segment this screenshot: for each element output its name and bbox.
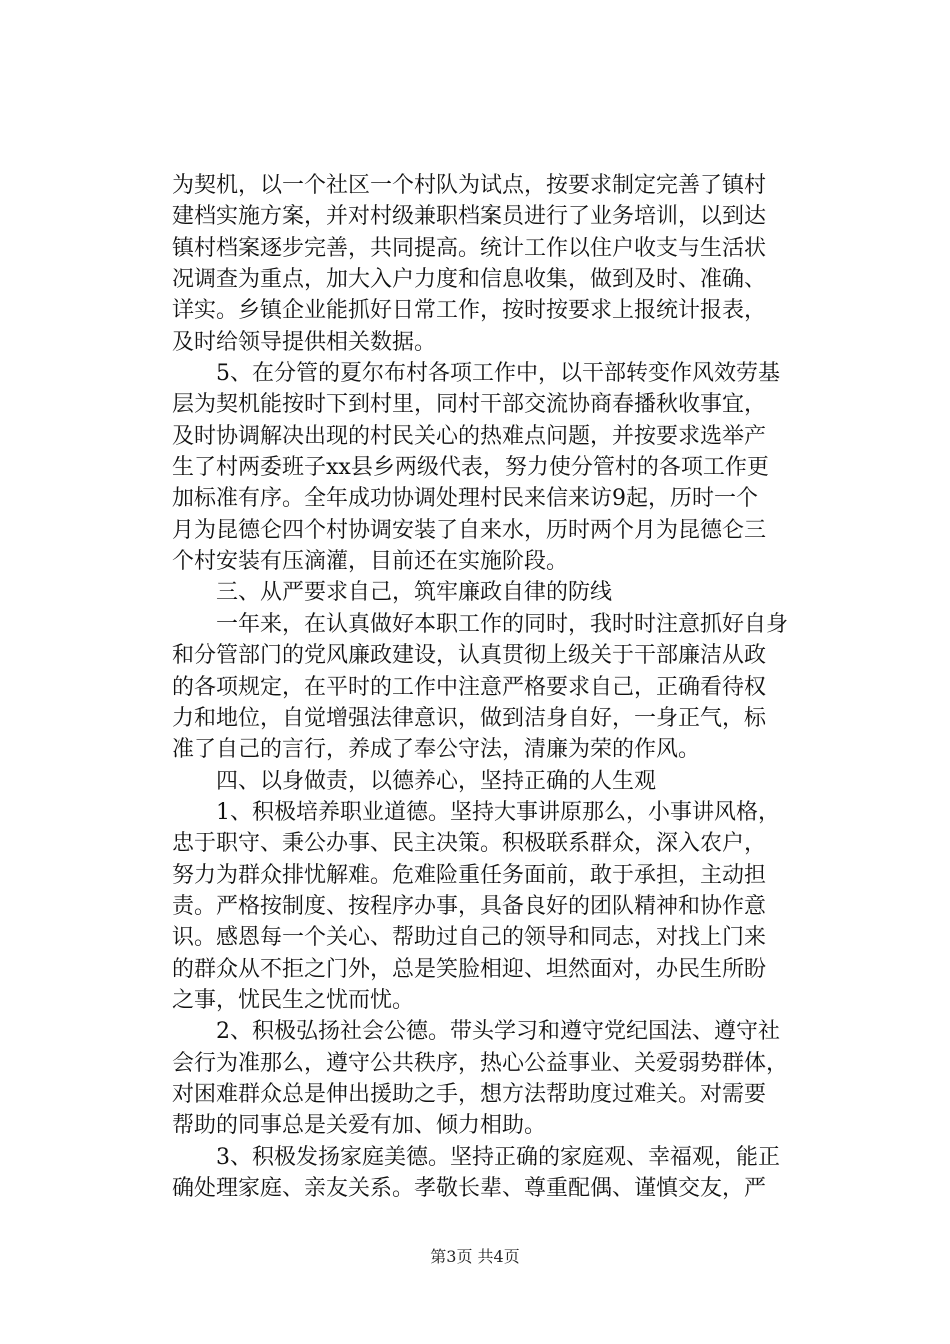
body-line: 镇村档案逐步完善，共同提高。统计工作以住户收支与生活状 — [172, 236, 767, 261]
body-line: 努力为群众排忧解难。危难险重任务面前，敢于承担，主动担 — [172, 863, 767, 888]
body-line: 忠于职守、秉公办事、民主决策。积极联系群众，深入农户， — [172, 831, 767, 856]
body-line: 生了村两委班子xx县乡两级代表，努力使分管村的各项工作更 — [172, 455, 769, 480]
body-line: 的各项规定，在平时的工作中注意严格要求自己，正确看待权 — [172, 675, 767, 700]
body-line: 及时协调解决出现的村民关心的热难点问题，并按要求选举产 — [172, 424, 767, 449]
body-line: 月为昆德仑四个村协调安装了自来水，历时两个月为昆德仑三 — [172, 518, 767, 543]
body-line: 个村安装有压滴灌，目前还在实施阶段。 — [172, 549, 569, 574]
section-heading: 三、从严要求自己，筑牢廉政自律的防线 — [172, 580, 613, 605]
body-line: 和分管部门的党风廉政建设，认真贯彻上级关于干部廉洁从政 — [172, 643, 767, 668]
body-line: 为契机，以一个社区一个村队为试点，按要求制定完善了镇村 — [172, 173, 767, 198]
body-line: 对困难群众总是伸出援助之手，想方法帮助度过难关。对需要 — [172, 1082, 767, 1107]
body-line: 的群众从不拒之门外，总是笑脸相迎、坦然面对，办民生所盼 — [172, 957, 767, 982]
body-line: 会行为准那么，遵守公共秩序，热心公益事业、关爱弱势群体， — [172, 1051, 789, 1076]
body-line: 责。严格按制度、按程序办事，具备良好的团队精神和协作意 — [172, 894, 767, 919]
body-line: 确处理家庭、亲友关系。孝敬长辈、尊重配偶、谨慎交友，严 — [172, 1176, 767, 1201]
body-line: 之事，忧民生之忧而忧。 — [172, 988, 415, 1013]
body-line: 2、积极弘扬社会公德。带头学习和遵守党纪国法、遵守社 — [172, 1019, 780, 1044]
body-line: 准了自己的言行，养成了奉公守法，清廉为荣的作风。 — [172, 737, 701, 762]
page-number-footer: 第3页 共4页 — [430, 1247, 520, 1266]
body-line: 帮助的同事总是关爱有加、倾力相助。 — [172, 1113, 547, 1138]
body-line: 层为契机能按时下到村里，同村干部交流协商春播秋收事宜， — [172, 392, 767, 417]
body-line: 详实。乡镇企业能抓好日常工作，按时按要求上报统计报表， — [172, 298, 767, 323]
body-line: 5、在分管的夏尔布村各项工作中，以干部转变作风效劳基 — [172, 361, 780, 386]
body-line: 识。感恩每一个关心、帮助过自己的领导和同志，对找上门来 — [172, 925, 767, 950]
body-line: 况调查为重点，加大入户力度和信息收集，做到及时、准确、 — [172, 267, 767, 292]
body-line: 建档实施方案，并对村级兼职档案员进行了业务培训，以到达 — [172, 204, 767, 229]
body-line: 及时给领导提供相关数据。 — [172, 330, 437, 355]
section-heading: 四、以身做责，以德养心，坚持正确的人生观 — [172, 769, 657, 794]
body-line: 加标准有序。全年成功协调处理村民来信来访9起，历时一个 — [172, 486, 758, 511]
body-line: 3、积极发扬家庭美德。坚持正确的家庭观、幸福观，能正 — [172, 1145, 780, 1170]
body-line: 1、积极培养职业道德。坚持大事讲原那么，小事讲风格， — [172, 800, 780, 825]
body-line: 一年来，在认真做好本职工作的同时，我时时注意抓好自身 — [172, 612, 789, 637]
body-line: 力和地位，自觉增强法律意识，做到洁身自好，一身正气，标 — [172, 706, 767, 731]
